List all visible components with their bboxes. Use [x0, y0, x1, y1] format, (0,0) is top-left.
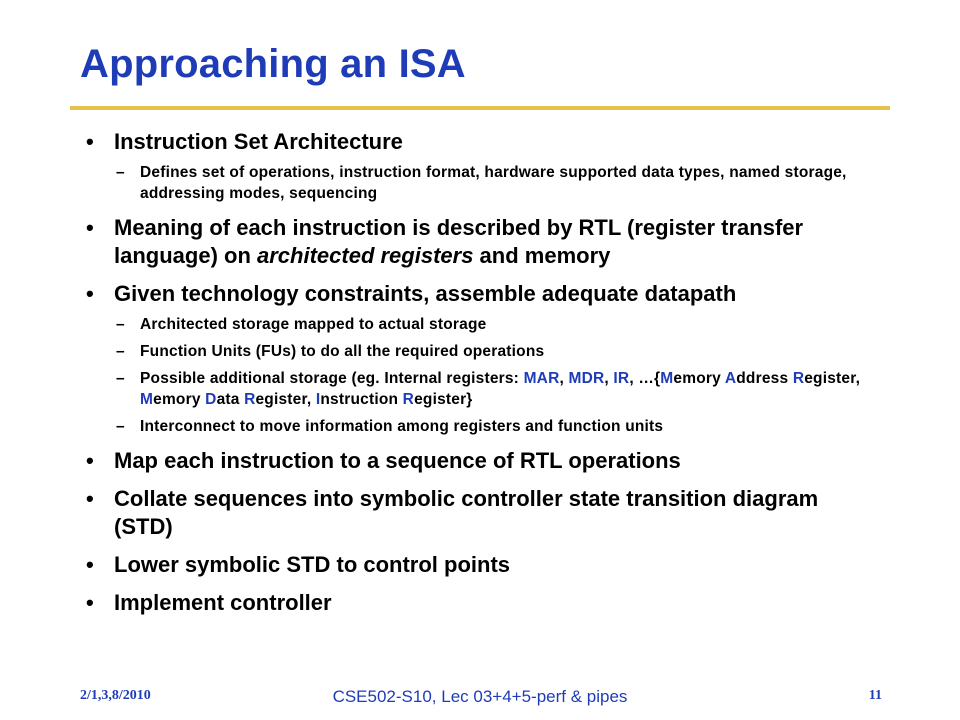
bullet-marker: • [86, 552, 94, 577]
slide-body [80, 128, 880, 617]
sub-bullet-text: , [604, 370, 614, 387]
sub-bullet-item [80, 162, 880, 204]
sub-bullet-text: nstruction [320, 391, 403, 408]
footer-course: CSE502-S10, Lec 03+4+5-perf & pipes [332, 687, 628, 706]
sub-bullet-text: egister, [255, 391, 316, 408]
bullet-text: and memory [473, 243, 611, 268]
register-abbrev: IR [613, 370, 630, 387]
dash-marker: – [116, 343, 125, 360]
acronym-letter: R [244, 391, 256, 408]
bullet-text: Map each instruction to a sequence of RTL operations [114, 448, 681, 473]
dash-marker: – [116, 418, 125, 435]
sub-bullet-item [80, 314, 880, 335]
sub-bullet-text: emory [153, 391, 206, 408]
bullet-text: Given technology constraints, assemble adequate datapath [114, 281, 737, 306]
sub-bullet-item [80, 341, 880, 362]
bullet-marker: • [86, 590, 94, 615]
sub-bullet-text: Possible additional storage (eg. Internal registers: [140, 370, 524, 387]
sub-bullet-text: ata [216, 391, 245, 408]
sub-bullet-item [80, 416, 880, 437]
bullet-item [80, 280, 880, 308]
sub-bullet-text: emory [673, 370, 725, 387]
bullet-marker: • [86, 448, 94, 473]
slide-title: Approaching an ISA [80, 42, 466, 86]
bullet-text: Collate sequences into symbolic controller state transition diagram (STD) [114, 486, 819, 539]
bullet-item [80, 128, 880, 156]
bullet-text-italic: architected registers [257, 243, 474, 268]
bullet-item [80, 551, 880, 579]
bullet-text: Implement controller [114, 590, 332, 615]
bullet-item [80, 589, 880, 617]
bullet-item [80, 214, 880, 270]
acronym-letter: M [140, 391, 154, 408]
sub-bullet-text: Interconnect to move information among registers and function units [140, 418, 664, 435]
acronym-letter: D [205, 391, 217, 408]
sub-bullet-item [80, 368, 880, 410]
dash-marker: – [116, 370, 125, 387]
sub-bullet-text: egister} [414, 391, 473, 408]
register-abbrev: MDR [568, 370, 605, 387]
dash-marker: – [116, 316, 125, 333]
bullet-text: Instruction Set Architecture [114, 129, 403, 154]
bullet-item [80, 485, 880, 541]
bullet-marker: • [86, 215, 94, 240]
acronym-letter: I [315, 391, 321, 408]
sub-bullet-text: egister, [804, 370, 861, 387]
acronym-letter: M [660, 370, 674, 387]
footer-date: 2/1,3,8/2010 [80, 688, 151, 703]
bullet-text: Meaning of each instruction is described by RTL (register transfer language) on [114, 215, 804, 268]
bullet-text: Lower symbolic STD to control points [114, 552, 511, 577]
sub-bullet-text: Defines set of operations, instruction format, hardware supported data types, named storage, addressing modes, sequencing [140, 164, 847, 202]
bullet-marker: • [86, 281, 94, 306]
bullet-marker: • [86, 129, 94, 154]
title-underline [70, 106, 890, 110]
sub-bullet-text: ddress [736, 370, 793, 387]
sub-bullet-text: Function Units (FUs) to do all the required operations [140, 343, 545, 360]
page-number: 11 [868, 688, 882, 703]
acronym-letter: R [792, 370, 805, 387]
bullet-item [80, 447, 880, 475]
bullet-marker: • [86, 486, 94, 511]
acronym-letter: A [724, 370, 737, 387]
sub-bullet-text: Architected storage mapped to actual storage [140, 316, 487, 333]
acronym-letter: R [402, 391, 415, 408]
dash-marker: – [116, 164, 125, 181]
register-abbrev: MAR [523, 370, 560, 387]
sub-bullet-text: , [559, 370, 569, 387]
sub-bullet-text: , …{ [629, 370, 661, 387]
